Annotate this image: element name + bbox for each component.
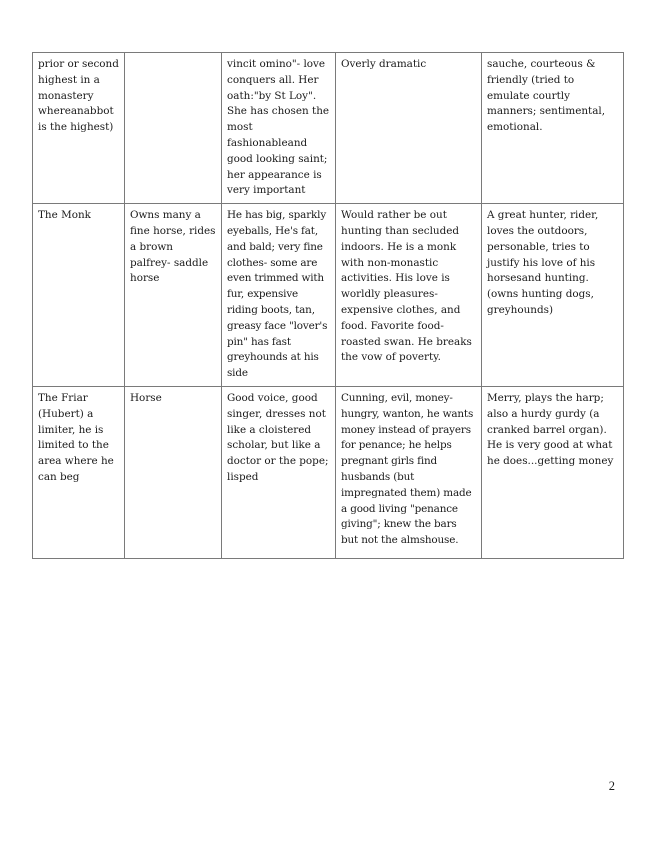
table-cell-mount: Owns many a fine horse, rides a brown palfrey- saddle horse [125,204,222,387]
table-cell-appearance: vincit omino"- love conquers all. Her oath:"by St Loy". She has chosen the most fashionableand good looking saint; her appearance is very important [222,53,336,204]
table-row [33,53,624,204]
table-cell-personality: A great hunter, rider, loves the outdoors, personable, tries to justify his love of his horsesand hunting. (owns hunting dogs, greyhounds) [482,204,624,387]
table-cell-mount: Horse [125,386,222,558]
table-cell-personality: sauche, courteous & friendly (tried to emulate courtly manners; sentimental, emotional. [482,53,624,204]
table-row [33,386,624,558]
table-row [33,204,624,387]
table-cell-appearance: He has big, sparkly eyeballs, He's fat, and bald; very fine clothes- some are even trimmed with fur, expensive riding boots, tan, greasy face "lover's pin" has fast greyhounds at his side [222,204,336,387]
character-table [32,52,624,559]
table-cell-actions: Would rather be out hunting than secluded indoors. He is a monk with non-monastic activities. His love is worldly pleasures- expensive clothes, and food. Favorite food- roasted swan. He breaks the vow of poverty. [336,204,482,387]
table-cell-character: prior or second highest in a monastery whereanabbot is the highest) [33,53,125,204]
table-cell-mount [125,53,222,204]
table-cell-character: The Monk [33,204,125,387]
table-cell-appearance: Good voice, good singer, dresses not like a cloistered scholar, but like a doctor or the pope; lisped [222,386,336,558]
table-cell-actions: Overly dramatic [336,53,482,204]
table-cell-character: The Friar (Hubert) a limiter, he is limited to the area where he can beg [33,386,125,558]
table-cell-actions: Cunning, evil, money-hungry, wanton, he wants money instead of prayers for penance; he helps pregnant girls find husbands (but impregnated them) made a good living "penance giving"; knew the bars but not the almshouse. [336,386,482,558]
page-number: 2 [608,779,615,793]
table-cell-personality: Merry, plays the harp; also a hurdy gurdy (a cranked barrel organ). He is very good at what he does...getting money [482,386,624,558]
